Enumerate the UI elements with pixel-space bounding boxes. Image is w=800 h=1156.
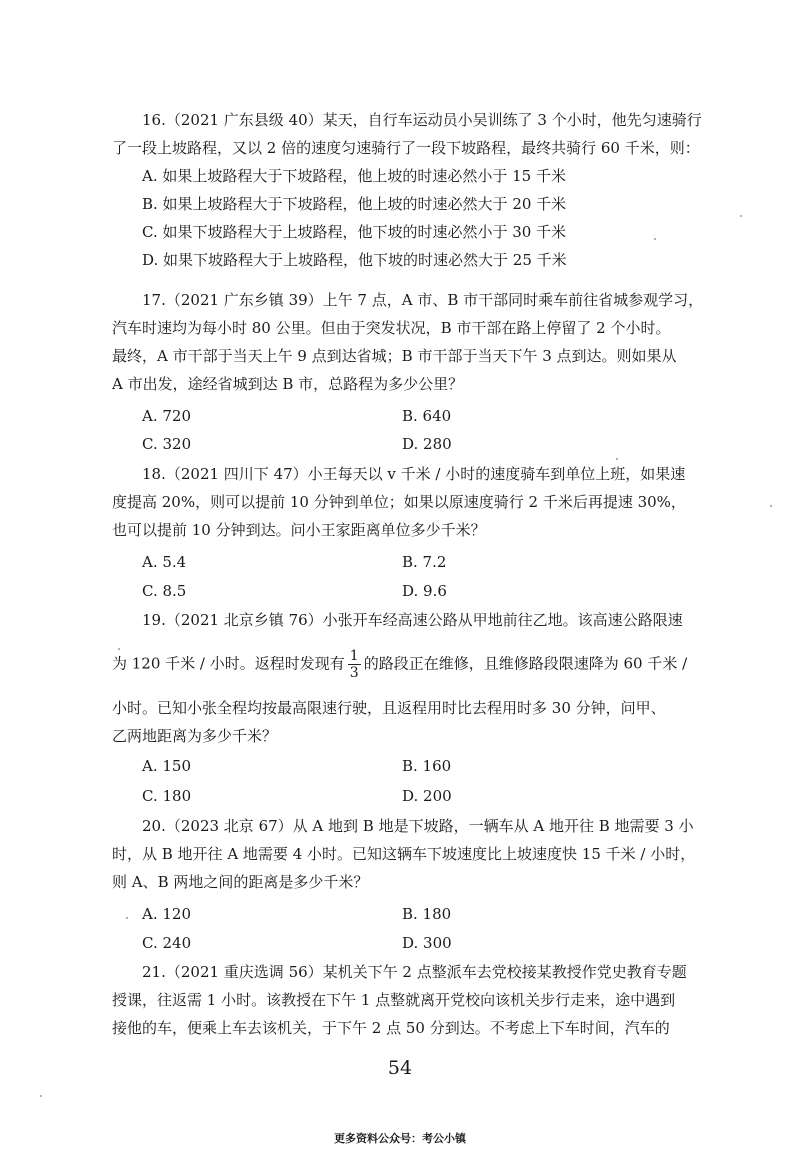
- question-20-stem-line: 20.（2023 北京 67）从 A 地到 B 地是下坡路，一辆车从 A 地开往 B 地需要 3 小: [142, 817, 694, 835]
- option-b: B. 7.2: [402, 553, 447, 571]
- fraction-numerator: 1: [349, 648, 359, 664]
- scan-speck: [126, 917, 128, 919]
- option-c: C. 320: [142, 435, 192, 453]
- question-16: [112, 106, 712, 274]
- option-a: A. 120: [142, 905, 191, 923]
- option-c: C. 240: [142, 934, 192, 952]
- option-c: C. 如果下坡路程大于上坡路程，他下坡的时速必然小于 30 千米: [142, 223, 567, 241]
- option-b: B. 160: [402, 757, 452, 775]
- option-b: B. 如果上坡路程大于下坡路程，他上坡的时速必然大于 20 千米: [142, 195, 567, 213]
- question-21-stem-line: 接他的车，便乘上车去该机关，于下午 2 点 50 分到达。不考虑上下车时间，汽车的: [112, 1019, 670, 1037]
- option-d: D. 200: [402, 787, 452, 805]
- scan-speck: [740, 215, 742, 217]
- page-number: 54: [387, 1057, 413, 1079]
- option-d: D. 300: [402, 934, 452, 952]
- option-a: A. 5.4: [142, 553, 187, 571]
- option-d: D. 如果下坡路程大于上坡路程，他下坡的时速必然大于 25 千米: [142, 251, 567, 269]
- option-b: B. 180: [402, 905, 452, 923]
- footer-watermark: 更多资料公众号：考公小镇: [334, 1132, 466, 1145]
- question-18: [112, 460, 712, 544]
- question-19-stem-line: 19.（2021 北京乡镇 76）小张开车经高速公路从甲地前往乙地。该高速公路限速: [142, 611, 683, 629]
- question-17-stem-line: 最终，A 市干部于当天上午 9 点到达省城；B 市干部于当天下午 3 点到达。则如果从: [112, 347, 677, 365]
- question-16-stem-line: 了一段上坡路程，又以 2 倍的速度匀速骑行了一段下坡路程，最终共骑行 60 千米，则：: [112, 139, 700, 157]
- scan-speck: [118, 648, 120, 650]
- option-d: D. 280: [402, 435, 452, 453]
- question-17-stem-line: 汽车时速均为每小时 80 公里。但由于突发状况，B 市干部在路上停留了 2 个小时。: [112, 319, 671, 337]
- scan-speck: [40, 1095, 42, 1097]
- option-c: C. 180: [142, 787, 192, 805]
- question-19-continued: [112, 694, 712, 750]
- question-21-stem-line: 授课，往返需 1 小时。该教授在下午 1 点整就离开党校向该机关步行走来，途中遇到: [112, 991, 676, 1009]
- scan-speck: [616, 458, 618, 460]
- question-20-stem-line: 时，从 B 地开往 A 地需要 4 小时。已知这辆车下坡速度比上坡速度快 15 千米 / 小时，: [112, 845, 696, 863]
- question-19-fraction-line: [112, 648, 712, 681]
- question-19-text: 的路段正在维修，且维修路段限速降为 60 千米 /: [363, 654, 688, 673]
- option-a: A. 150: [142, 757, 191, 775]
- question-18-stem-line: 18.（2021 四川下 47）小王每天以 v 千米 / 小时的速度骑车到单位上班，如果速: [142, 465, 686, 483]
- question-18-stem-line: 也可以提前 10 分钟到达。问小王家距离单位多少千米？: [112, 521, 486, 539]
- option-d: D. 9.6: [402, 582, 447, 600]
- scan-speck: [654, 238, 656, 240]
- option-a: A. 如果上坡路程大于下坡路程，他上坡的时速必然小于 15 千米: [142, 167, 566, 185]
- question-19-stem-line: 小时。已知小张全程均按最高限速行驶，且返程用时比去程用时多 30 分钟，问甲、: [112, 699, 666, 717]
- option-c: C. 8.5: [142, 582, 187, 600]
- question-17-stem-line: A 市出发，途经省城到达 B 市，总路程为多少公里？: [112, 375, 464, 393]
- question-16-stem-line: 16.（2021 广东县级 40）某天，自行车运动员小吴训练了 3 个小时，他先匀速骑行: [142, 111, 702, 129]
- question-21-stem-line: 21.（2021 重庆选调 56）某机关下午 2 点整派车去党校接某教授作党史教育专题: [142, 963, 687, 981]
- question-20-stem-line: 则 A、B 两地之间的距离是多少千米？: [112, 873, 369, 891]
- question-18-stem-line: 度提高 20%，则可以提前 10 分钟到单位；如果以原速度骑行 2 千米后再提速 30%，: [112, 493, 686, 511]
- question-17: [112, 286, 712, 398]
- option-a: A. 720: [142, 407, 191, 425]
- scan-speck: [770, 505, 772, 507]
- option-b: B. 640: [402, 407, 452, 425]
- question-19-stem-line: 乙两地距离为多少千米？: [112, 727, 278, 745]
- question-21: [112, 958, 712, 1042]
- question-19: [112, 606, 712, 634]
- question-20: [112, 812, 712, 896]
- question-19-text: 为 120 千米 / 小时。返程时发现有: [112, 654, 345, 673]
- question-17-stem-line: 17.（2021 广东乡镇 39）上午 7 点，A 市、B 市干部同时乘车前往省城参观学习，: [142, 291, 704, 309]
- fraction-denominator: 3: [349, 665, 359, 681]
- fraction-one-third: [348, 648, 361, 681]
